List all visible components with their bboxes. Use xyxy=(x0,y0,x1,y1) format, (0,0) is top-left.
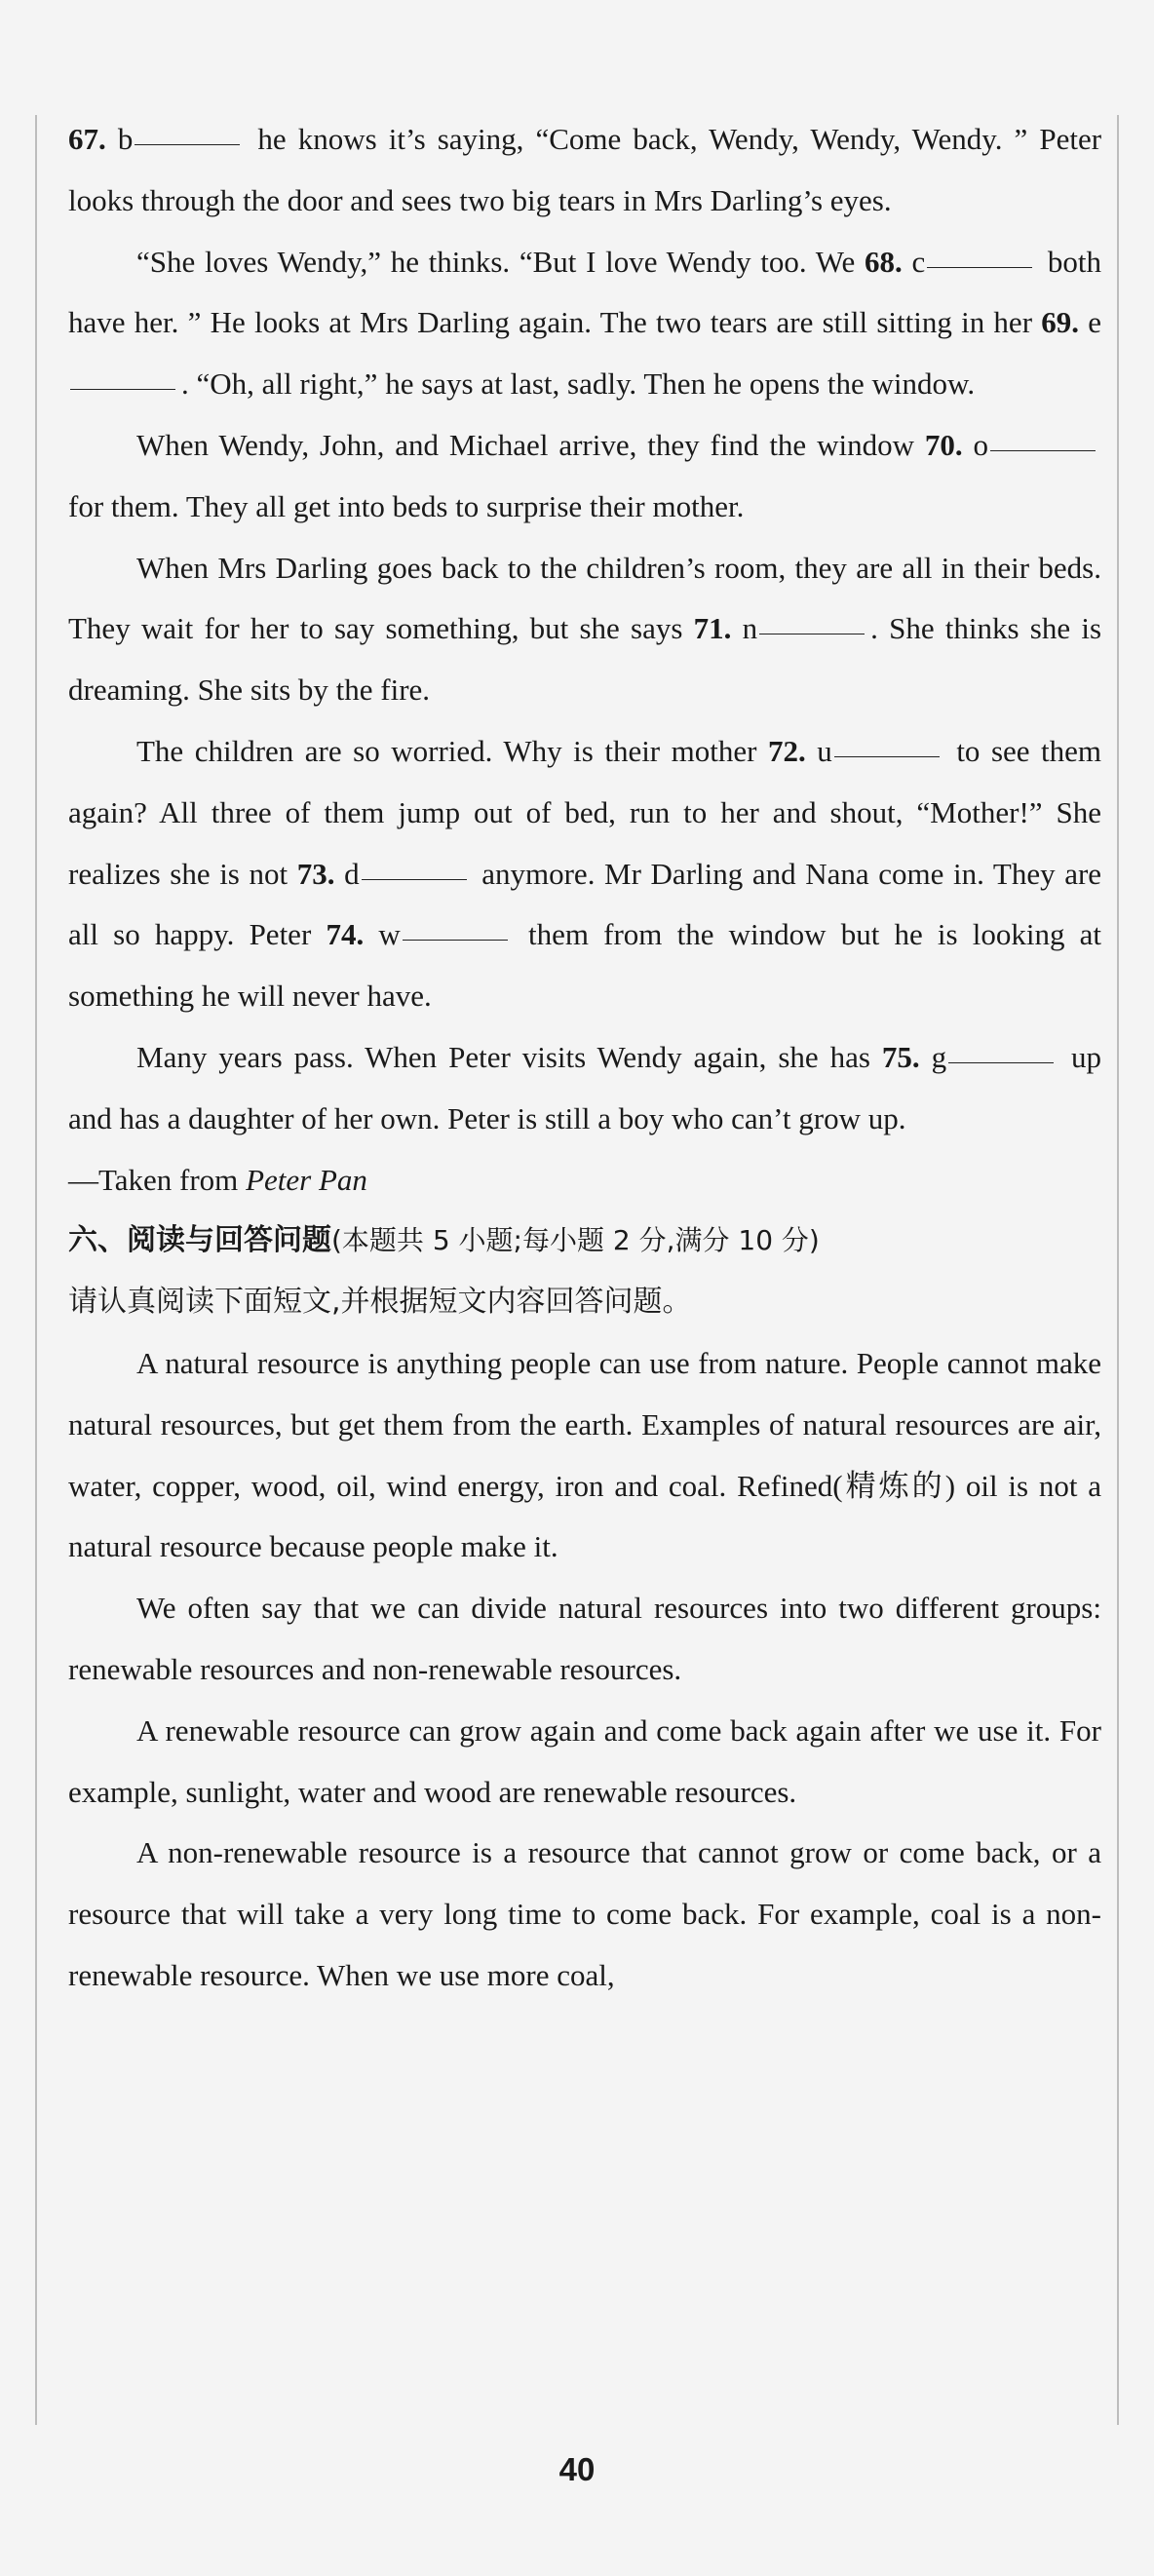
answer-blank-67[interactable] xyxy=(135,144,240,145)
blank-letter-69: e xyxy=(1088,305,1101,340)
paragraph-72-74 xyxy=(68,721,1101,1027)
question-number-71: 71. xyxy=(693,611,732,646)
question-number-73: 73. xyxy=(296,856,335,891)
answer-blank-68[interactable] xyxy=(927,267,1032,268)
section-six-heading xyxy=(68,1211,1101,1272)
paragraph-74-after: them from the window but he is looking at something he will never have. xyxy=(68,917,1102,1014)
blank-letter-70: o xyxy=(973,427,989,462)
passage-b-paragraph-3: A renewable resource can grow again and come back again after we use it. For example, sunlight, water and wood are renewable resources. xyxy=(68,1712,1101,1809)
question-number-75: 75. xyxy=(881,1039,920,1074)
blank-letter-74: w xyxy=(378,917,401,952)
question-number-68: 68. xyxy=(865,244,903,279)
paragraph-70-before: When Wendy, John, and Michael arrive, they find the window xyxy=(136,427,914,462)
paragraph-70 xyxy=(68,415,1101,538)
blank-letter-67: b xyxy=(117,122,134,156)
passage-b-paragraph-1: A natural resource is anything people can use from nature. People cannot make natural resources, but get them from the earth. Examples of natural resources are air, water, copper, wood, oil, wind energy, iron and coal. Refined(精炼的) oil is not a natural resource because people make it. xyxy=(68,1345,1101,1564)
paragraph-72-before: The children are so worried. Why is their mother xyxy=(136,733,757,768)
paragraph-71 xyxy=(68,538,1101,721)
answer-blank-73[interactable] xyxy=(362,879,467,880)
passage-b-paragraph-2: We often say that we can divide natural resources into two different groups: renewable resources and non-renewable resources. xyxy=(68,1591,1101,1686)
section-six-note: (本题共 5 小题;每小题 2 分,满分 10 分) xyxy=(331,1224,820,1257)
question-number-72: 72. xyxy=(768,733,806,768)
paragraph-72-mid: to see them again? All three of them jump out of bed, run to her and shout, “Mother!” She realizes she is not xyxy=(68,733,1102,891)
paragraph-67 xyxy=(68,109,1101,232)
paragraph-67-text: he knows it’s saying, “Come back, Wendy, Wendy, Wendy. ” Peter looks through the door and sees two big tears in Mrs Darling’s eyes. xyxy=(68,122,1102,217)
paragraph-68-69 xyxy=(68,232,1101,415)
question-number-74: 74. xyxy=(326,917,365,952)
page-number: 40 xyxy=(558,2451,596,2487)
paragraph-71-after: . She thinks she is dreaming. She sits by the fire. xyxy=(68,611,1102,708)
blank-letter-71: n xyxy=(742,611,758,646)
paragraph-75-after: up and has a daughter of her own. Peter is still a boy who can’t grow up. xyxy=(68,1039,1101,1135)
answer-blank-75[interactable] xyxy=(948,1062,1054,1063)
paragraph-75-before: Many years pass. When Peter visits Wendy again, she has xyxy=(136,1039,870,1074)
blank-letter-72: u xyxy=(817,733,832,768)
question-number-69: 69. xyxy=(1041,305,1079,340)
passage-source xyxy=(68,1150,1101,1211)
passage-b-paragraph-4: A non-renewable resource is a resource that cannot grow or come back, or a resource that will take a very long time to come back. For example, coal is a non-renewable resource. When we use more coal, xyxy=(68,1835,1101,1992)
left-margin-rule xyxy=(35,115,37,2425)
answer-blank-69[interactable] xyxy=(70,389,175,390)
blank-letter-75: g xyxy=(931,1039,947,1074)
blank-letter-73: d xyxy=(344,856,360,891)
page-content xyxy=(68,109,1101,2007)
source-title: Peter Pan xyxy=(246,1162,367,1197)
right-margin-rule xyxy=(1117,115,1119,2425)
section-six-title: 六、阅读与回答问题 xyxy=(68,1223,331,1258)
paragraph-69-after: . “Oh, all right,” he says at last, sadly. Then he opens the window. xyxy=(181,366,976,402)
question-number-67: 67. xyxy=(68,122,106,156)
paragraph-70-after: for them. They all get into beds to surprise their mother. xyxy=(68,488,745,523)
paragraph-68-before: “She loves Wendy,” he thinks. “But I love Wendy too. We xyxy=(136,244,856,279)
section-six-instruction: 请认真阅读下面短文,并根据短文内容回答问题。 xyxy=(68,1285,692,1320)
answer-blank-70[interactable] xyxy=(990,450,1096,451)
paragraph-68-mid: both have her. ” He looks at Mrs Darling again. The two tears are still sitting in her xyxy=(68,244,1102,340)
answer-blank-72[interactable] xyxy=(834,756,940,757)
answer-blank-74[interactable] xyxy=(403,940,508,941)
question-number-70: 70. xyxy=(924,427,963,462)
source-prefix: —Taken from xyxy=(68,1162,239,1197)
paragraph-71-before: When Mrs Darling goes back to the children’s room, they are all in their beds. They wait for her to say something, but she says xyxy=(68,550,1101,646)
paragraph-75 xyxy=(68,1027,1101,1150)
blank-letter-68: c xyxy=(911,244,926,279)
paragraph-73-mid: anymore. Mr Darling and Nana come in. They are all so happy. Peter xyxy=(68,856,1102,952)
